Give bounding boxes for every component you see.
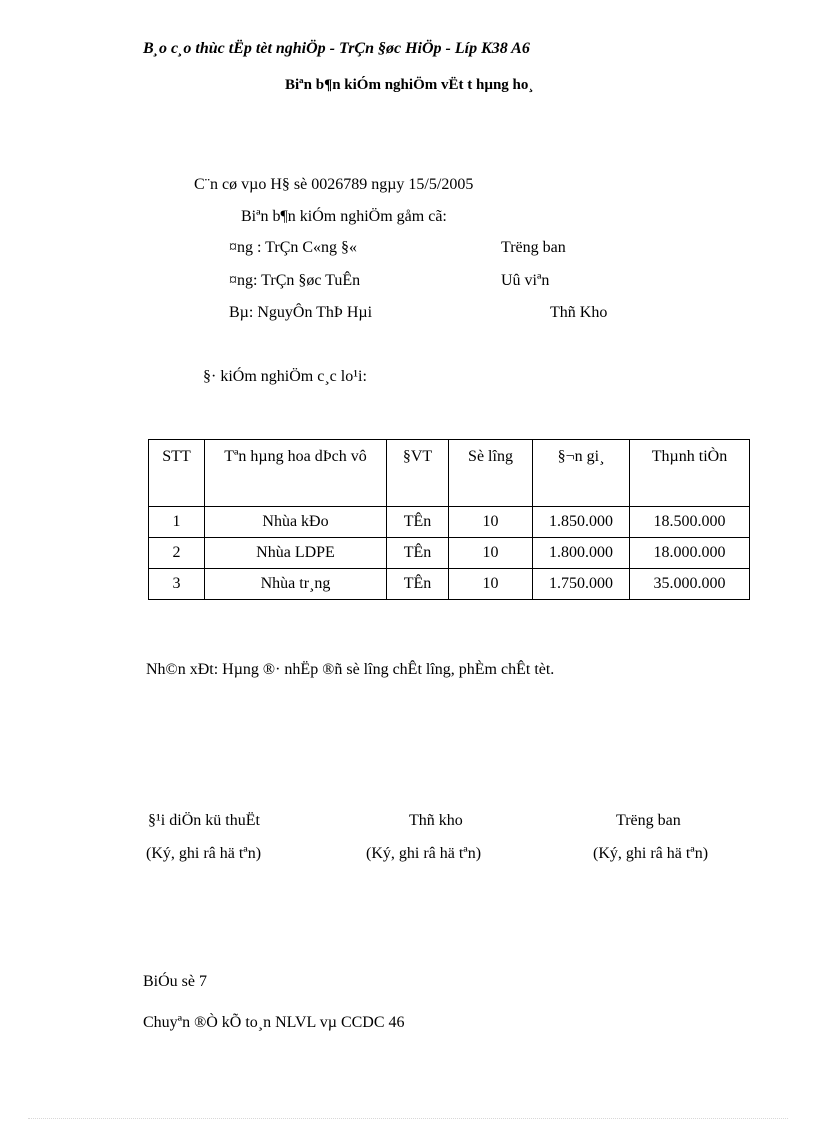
- table-cell: 10: [449, 507, 533, 538]
- table-cell: 1.850.000: [533, 507, 630, 538]
- table-cell: 10: [449, 538, 533, 569]
- table-cell: 1: [149, 507, 205, 538]
- inspection-table: [148, 439, 750, 600]
- member-name: Bµ: NguyÔn ThÞ Hµi: [229, 304, 373, 321]
- committee-intro: Biªn b¶n kiÓm nghiÖm gåm cã:: [241, 208, 447, 225]
- document-title: Biªn b¶n kiÓm nghiÖm vËt t hµng ho¸: [285, 77, 534, 93]
- col-header: §VT: [387, 440, 449, 507]
- table-cell: Nhùa tr¸ng: [205, 569, 387, 600]
- inspection-intro: §· kiÓm nghiÖm c¸c lo¹i:: [203, 368, 367, 385]
- signature-title: Trëng ban: [616, 812, 681, 829]
- table-cell: 18.500.000: [630, 507, 750, 538]
- table-cell: TÊn: [387, 538, 449, 569]
- basis-line: C¨n cø vµo H§ sè 0026789 ngµy 15/5/2005: [194, 176, 474, 193]
- table-cell: Nhùa kÐo: [205, 507, 387, 538]
- report-header: B¸o c¸o thùc tËp tèt nghiÖp - TrÇn §øc HiÖp - Líp K38 A6: [143, 40, 530, 57]
- signature-note: (Ký, ghi râ hä tªn): [593, 845, 709, 862]
- member-role: Uû viªn: [501, 272, 550, 289]
- page-bottom-rule: [28, 1118, 788, 1119]
- table-header-row: [149, 440, 750, 507]
- table-cell: 2: [149, 538, 205, 569]
- table-cell: 3: [149, 569, 205, 600]
- table-cell: 1.750.000: [533, 569, 630, 600]
- form-number: BiÓu sè 7: [143, 973, 207, 990]
- member-role: Thñ Kho: [550, 304, 608, 321]
- table-cell: 1.800.000: [533, 538, 630, 569]
- signature-title: §¹i diÖn kü thuËt: [148, 812, 260, 829]
- signature-note: (Ký, ghi râ hä tªn): [366, 845, 482, 862]
- table-row: [149, 569, 750, 600]
- table-cell: 10: [449, 569, 533, 600]
- table-row: [149, 507, 750, 538]
- member-name: ¤ng : TrÇn C«ng §«: [229, 239, 358, 256]
- col-header: STT: [149, 440, 205, 507]
- table-cell: TÊn: [387, 569, 449, 600]
- col-header: §¬n gi¸: [533, 440, 630, 507]
- table-cell: 18.000.000: [630, 538, 750, 569]
- signature-note: (Ký, ghi râ hä tªn): [146, 845, 262, 862]
- table-cell: 35.000.000: [630, 569, 750, 600]
- page-footer: Chuyªn ®Ò kÕ to¸n NLVL vµ CCDC 46: [143, 1014, 405, 1031]
- table-cell: Nhùa LDPE: [205, 538, 387, 569]
- col-header: Sè lîng: [449, 440, 533, 507]
- conclusion-line: Nh©n xÐt: Hµng ®· nhËp ®ñ sè lîng chÊt lîng, phÈm chÊt tèt.: [146, 661, 555, 678]
- member-role: Trëng ban: [501, 239, 566, 256]
- member-name: ¤ng: TrÇn §øc TuÊn: [229, 272, 361, 289]
- table-row: [149, 538, 750, 569]
- col-header: Thµnh tiÒn: [630, 440, 750, 507]
- signature-title: Thñ kho: [409, 812, 463, 829]
- col-header: Tªn hµng hoa dÞch vô: [205, 440, 387, 507]
- table-cell: TÊn: [387, 507, 449, 538]
